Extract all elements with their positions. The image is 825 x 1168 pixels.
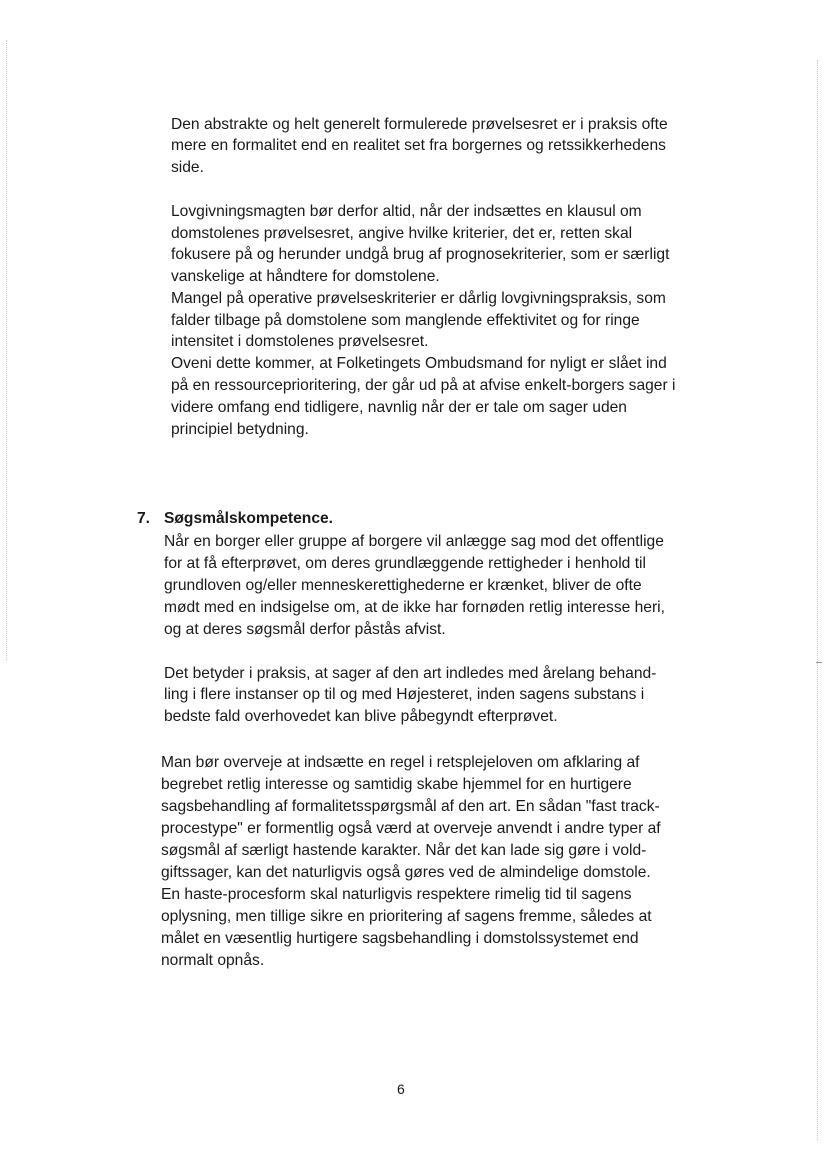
text-line: mødt med en indsigelse om, at de ikke har fornøden retlig interesse heri, xyxy=(164,599,665,616)
text-line: Man bør overveje at indsætte en regel i retsplejeloven om afklaring af xyxy=(161,754,640,771)
text-line: målet en væsentlig hurtigere sagsbehandling i domstolssystemet end xyxy=(161,930,639,947)
text-line: søgsmål af særligt hastende karakter. Når det kan lade sig gøre i vold- xyxy=(161,842,647,859)
text-line: Den abstrakte og helt generelt formulerede prøvelsesret er i praksis ofte xyxy=(171,116,668,133)
text-line: En haste-procesform skal naturligvis respektere rimelig tid til sagens xyxy=(161,886,632,903)
text-line: normalt opnås. xyxy=(161,952,265,969)
text-line: på en ressourceprioritering, der går ud på at afvise enkelt-borgers sager i xyxy=(171,377,676,394)
section-number: 7. xyxy=(137,510,151,527)
text-line: giftssager, kan det naturligvis også gøres ved de almindelige domstole. xyxy=(161,864,651,881)
text-line: Det betyder i praksis, at sager af den art indledes med årelang behand- xyxy=(164,665,657,682)
text-line: vanskelige at håndtere for domstolene. xyxy=(171,268,440,285)
text-line: ling i flere instanser op til og med Højesteret, inden sagens substans i xyxy=(164,686,645,703)
text-line: intensitet i domstolenes prøvelsesret. xyxy=(171,333,429,350)
text-line: Oveni dette kommer, at Folketingets Ombudsmand for nyligt er slået ind xyxy=(171,355,667,372)
text-line: og at deres søgsmål derfor påstås afvist. xyxy=(164,621,446,638)
scan-edge-left xyxy=(6,40,8,660)
text-line: domstolenes prøvelsesret, angive hvilke kriterier, det er, retten skal xyxy=(171,225,633,242)
text-line: Når en borger eller gruppe af borgere vil anlægge sag mod det offentlige xyxy=(164,533,664,550)
text-line: sagsbehandling af formalitetsspørgsmål af den art. En sådan "fast track- xyxy=(161,798,660,815)
text-line: falder tilbage på domstolene som manglende effektivitet og for ringe xyxy=(171,312,640,329)
text-line: procestype" er formentlig også værd at overveje anvendt i andre typer af xyxy=(161,820,661,837)
scan-mark xyxy=(816,662,822,663)
scan-edge-right xyxy=(817,60,819,1140)
text-line: for at få efterprøvet, om deres grundlæggende rettigheder i henhold til xyxy=(164,555,646,572)
text-line: side. xyxy=(171,159,204,176)
text-line: videre omfang end tidligere, navnlig når der er tale om sager uden xyxy=(171,399,627,416)
text-line: principiel betydning. xyxy=(171,421,309,438)
section-title: Søgsmålskompetence. xyxy=(164,510,333,527)
text-line: Lovgivningsmagten bør derfor altid, når der indsættes en klausul om xyxy=(171,203,642,220)
text-line: grundloven og/eller menneskerettighederne er krænket, bliver de ofte xyxy=(164,577,642,594)
text-line: fokusere på og herunder undgå brug af prognosekriterier, som er særligt xyxy=(171,246,670,263)
text-line: Mangel på operative prøvelseskriterier er dårlig lovgivningspraksis, som xyxy=(171,290,666,307)
text-line: bedste fald overhovedet kan blive påbegyndt efterprøvet. xyxy=(164,708,558,725)
text-line: mere en formalitet end en realitet set fra borgernes og retssikkerhedens xyxy=(171,137,666,154)
page-number: 6 xyxy=(397,1081,405,1097)
text-line: oplysning, men tillige sikre en prioritering af sagens fremme, således at xyxy=(161,908,652,925)
text-line: begrebet retlig interesse og samtidig skabe hjemmel for en hurtigere xyxy=(161,776,632,793)
